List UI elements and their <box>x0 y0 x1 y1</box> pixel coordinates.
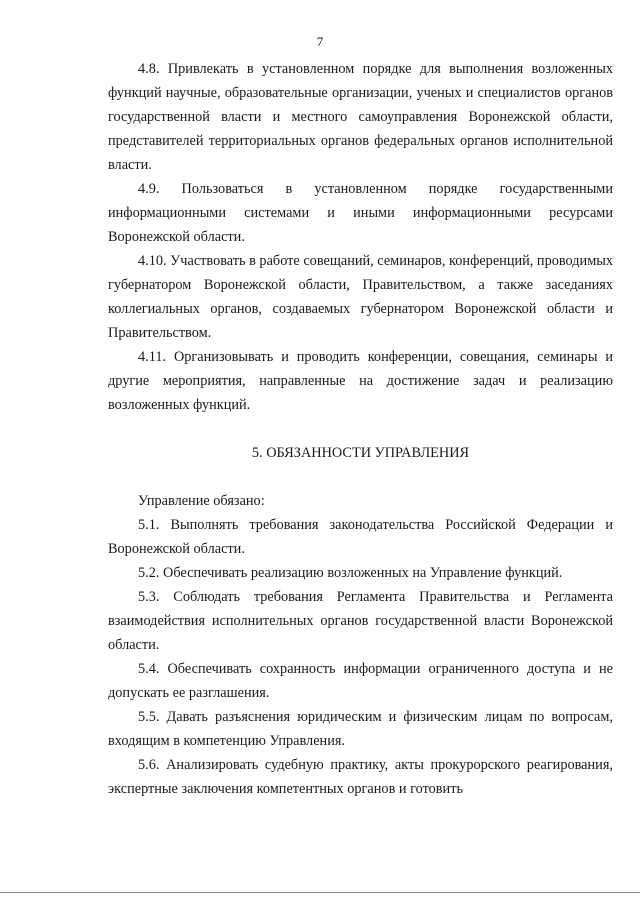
duties-intro: Управление обязано: <box>138 493 265 509</box>
duties-paragraphs <box>108 489 613 801</box>
paragraph-4-10: 4.10. Участвовать в работе совещаний, семинаров, конференций, проводимых губернатором Воронежской области, Правительством, а также заседаниях коллегиальных органов, создаваемых губернатором Воронежской области и Правительством. <box>108 253 613 341</box>
paragraph-5-1: 5.1. Выполнять требования законодательства Российской Федерации и Воронежской области. <box>108 517 613 557</box>
paragraph-5-4: 5.4. Обеспечивать сохранность информации ограниченного доступа и не допускать ее разглашения. <box>108 661 613 701</box>
section-heading: 5. ОБЯЗАННОСТИ УПРАВЛЕНИЯ <box>251 445 470 461</box>
paragraph-5-6: 5.6. Анализировать судебную практику, акты прокурорского реагирования, экспертные заключения компетентных органов и готовить <box>108 757 613 797</box>
powers-paragraphs <box>108 57 613 417</box>
paragraph-4-11: 4.11. Организовывать и проводить конференции, совещания, семинары и другие мероприятия, направленные на достижение задач и реализацию возложенных функций. <box>108 349 613 413</box>
page-number: 7 <box>316 34 324 49</box>
paragraph-4-8: 4.8. Привлекать в установленном порядке для выполнения возложенных функций научные, образовательные организации, ученых и специалистов органов государственной власти и местного самоуправления Воронежской области, представителей территориальных органов федеральных органов исполнительной власти. <box>108 61 613 173</box>
paragraph-5-2: 5.2. Обеспечивать реализацию возложенных на Управление функций. <box>138 565 563 581</box>
paragraph-5-3: 5.3. Соблюдать требования Регламента Правительства и Регламента взаимодействия исполнительных органов государственной власти Воронежской области. <box>108 589 613 653</box>
paragraph-4-9: 4.9. Пользоваться в установленном порядке государственными информационными системами и иными информационными ресурсами Воронежской области. <box>108 181 613 245</box>
page-bottom-rule <box>0 892 640 893</box>
paragraph-5-5: 5.5. Давать разъяснения юридическим и физическим лицам по вопросам, входящим в компетенцию Управления. <box>108 709 613 749</box>
